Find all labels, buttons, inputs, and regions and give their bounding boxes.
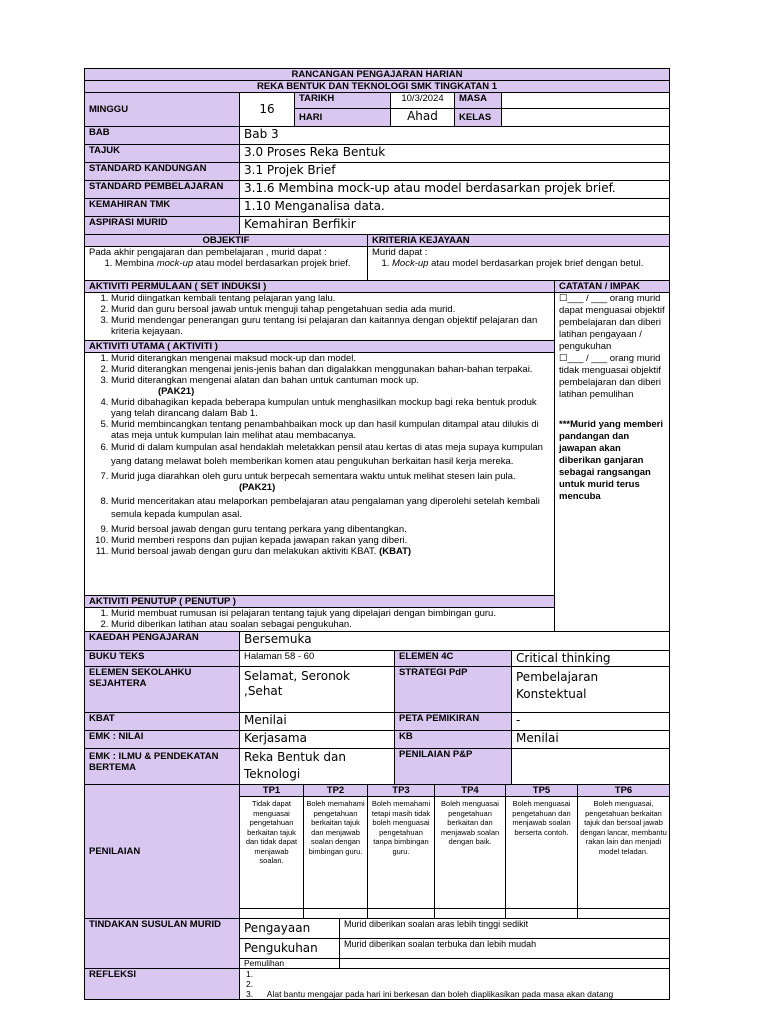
tarikh-label: TARIKH (295, 93, 391, 109)
field-label: BAB (85, 127, 240, 145)
peta-value: - (512, 713, 670, 731)
pak21-tag: (PAK21) (158, 386, 195, 397)
kriteria-label: KRITERIA KEJAYAAN (368, 235, 670, 247)
penutup-label: AKTIVITI PENUTUP ( PENUTUP ) (85, 596, 555, 608)
pengukuhan-label: Pengukuhan (240, 939, 340, 959)
kbat-value: Menilai (240, 713, 395, 731)
fields-table (84, 126, 670, 235)
tp-check (578, 909, 670, 919)
refleksi-item: 3. Alat bantu mengajar pada hari ini berkesan dan boleh diaplikasikan pada masa akan datang (246, 989, 614, 999)
tp-desc: Boleh menguasai pengetahuan dan menjawab soalan berserta contoh. (506, 797, 578, 909)
strategi-value: Pembelajaran Konstektual (512, 667, 670, 713)
field-value: 3.1.6 Membina mock-up atau model berdasarkan projek brief. (240, 181, 670, 199)
lesson-plan-document (84, 68, 670, 1000)
field-value: Kemahiran Berfikir (240, 217, 670, 235)
minggu-value: 16 (240, 93, 295, 127)
elemen4c-value: Critical thinking (512, 651, 670, 667)
list-item: 2. Murid diterangkan mengenai jenis-jenis bahan dan digalakkan menggunakan bahan-bahan terpakai. (111, 364, 550, 375)
header-table (84, 68, 670, 127)
refleksi-content (240, 969, 670, 1000)
buku-value: Halaman 58 - 60 (240, 651, 395, 667)
kbat-tag: (KBAT) (379, 546, 412, 557)
tindakan-label: TINDAKAN SUSULAN MURID (85, 919, 240, 969)
tp-check (506, 909, 578, 919)
penutup-content (85, 608, 555, 632)
emk-nilai-value: Kerjasama (240, 731, 395, 749)
tp-check (368, 909, 435, 919)
field-value: 3.0 Proses Reka Bentuk (240, 145, 670, 163)
list-item: 7. Murid juga diarahkan oleh guru untuk berpecah sementara waktu untuk melihat stesen lain pula. (PAK21) (111, 471, 550, 493)
kriteria-content (368, 247, 670, 281)
field-value: 3.1 Projek Brief (240, 163, 670, 181)
list-item: 2. Murid diberikan latihan atau soalan sebagai pengukuhan. (111, 619, 550, 630)
list-item: 1. Murid diingatkan kembali tentang pelajaran yang lalu. (111, 293, 550, 304)
list-item: 3. Murid mendengar penerangan guru tentang isi pelajaran dan kaitannya dengan objektif pelajaran dan kriteria kejayaan. (111, 315, 550, 337)
tp-desc: Boleh memahami pengetahuan berkaitan tajuk dan menjawab soalan dengan bimbingan guru. (304, 797, 368, 909)
catatan-line1: ☐___ / ___ orang murid dapat menguasai objektif pembelajaran dan diberi latihan pengayaan / pengukuhan (559, 293, 665, 352)
catatan-label: CATATAN / IMPAK (555, 281, 670, 293)
penilaian-pp-value (512, 749, 670, 785)
tp-check (304, 909, 368, 919)
doc-subtitle: REKA BENTUK DAN TEKNOLOGI SMK TINGKATAN 1 (85, 81, 670, 93)
tarikh-value: 10/3/2024 (391, 93, 455, 109)
tp-desc: Boleh memahami tetapi masih tidak boleh menguasai pengetahuan tanpa bimbingan guru. (368, 797, 435, 909)
kaedah-value: Bersemuka (240, 632, 670, 651)
buku-label: BUKU TEKS (85, 651, 240, 667)
doc-title: RANCANGAN PENGAJARAN HARIAN (85, 69, 670, 81)
lower-table (84, 631, 670, 785)
emk-ilmu-value: Reka Bentuk dan Teknologi (240, 749, 395, 785)
tp-desc: Tidak dapat menguasai pengetahuan berkaitan tajuk dan tidak dapat menjawab soalan. (240, 797, 304, 909)
kb-label: KB (395, 731, 512, 749)
kaedah-label: KAEDAH PENGAJARAN (85, 632, 240, 651)
catatan-content (555, 293, 670, 632)
field-value: Bab 3 (240, 127, 670, 145)
tp-desc: Boleh menguasai pengetahuan berkaitan dan menjawab soalan dengan baik. (435, 797, 506, 909)
tp-desc: Boleh menguasai, pengetahuan berkaitan tajuk dan bersoal jawab dengan lancar, membantu rakan lain dan menjadi model teladan. (578, 797, 670, 909)
refleksi-label: REFLEKSI (85, 969, 240, 1000)
list-item: 5. Murid membincangkan tentang penambahbaikan mock up dan hasil kumpulan ditampal atau dilukis di atas meja untuk kumpulan lain melihat atau membacanya. (111, 419, 550, 441)
emk-ilmu-label: EMK : ILMU & PENDEKATAN BERTEMA (85, 749, 240, 785)
penilaian-label: PENILAIAN (85, 785, 240, 919)
refleksi-item: 2. (246, 979, 254, 989)
masa-label: MASA (455, 93, 502, 109)
tp-header: TP4 (435, 785, 506, 797)
kelas-label: KELAS (455, 109, 502, 127)
set-induksi-label: AKTIVITI PERMULAAN ( SET INDUKSI ) (85, 281, 555, 293)
peta-label: PETA PEMIKIRAN (395, 713, 512, 731)
pengayaan-label: Pengayaan (240, 919, 340, 939)
tp-header: TP6 (578, 785, 670, 797)
list-item: 4. Murid dibahagikan kepada beberapa kumpulan untuk menghasilkan mockup bagi reka bentuk produk yang telah dirancang dalam Bab 1. (111, 397, 550, 419)
aktiviti-utama-content (85, 353, 555, 596)
penilaian-table (84, 784, 670, 919)
field-label: TAJUK (85, 145, 240, 163)
objektif-intro: Pada akhir pengajaran dan pembelajaran , murid dapat : (89, 247, 327, 258)
strategi-label: STRATEGI PdP (395, 667, 512, 713)
pengukuhan-desc: Murid diberikan soalan terbuka dan lebih mudah (340, 939, 670, 959)
list-item: 6. Murid di dalam kumpulan asal hendaklah meletakkan pensil atau kertas di atas meja supaya kumpulan yang datang melawat boleh memberikan komen atau pengukuhan berkaitan hasil kerja mereka. (111, 441, 550, 469)
sekolah-value: Selamat, Seronok ,Sehat (240, 667, 395, 713)
sekolah-label: ELEMEN SEKOLAHKU SEJAHTERA (85, 667, 240, 713)
tp-check (240, 909, 304, 919)
refleksi-item: 1. (246, 969, 254, 979)
masa-value (502, 93, 670, 109)
kbat-label: KBAT (85, 713, 240, 731)
kelas-value (502, 109, 670, 127)
pemulihan-label: Pemulihan (240, 959, 340, 969)
objektif-content (85, 247, 368, 281)
field-label: ASPIRASI MURID (85, 217, 240, 235)
pak21-tag: (PAK21) (239, 482, 276, 493)
objektif-label: OBJEKTIF (85, 235, 368, 247)
elemen4c-label: ELEMEN 4C (395, 651, 512, 667)
pengayaan-desc: Murid diberikan soalan aras lebih tinggi sedikit (340, 919, 670, 939)
field-label: KEMAHIRAN TMK (85, 199, 240, 217)
tp-header: TP3 (368, 785, 435, 797)
field-label: STANDARD KANDUNGAN (85, 163, 240, 181)
catatan-note: ***Murid yang memberi pandangan dan jawapan akan diberikan ganjaran sebagai rangsangan untuk murid terus mencuba (559, 419, 663, 502)
catatan-line2: ☐___ / ___ orang murid tidak menguasai objektif pembelajaran dan diberi latihan pemulihan (559, 353, 661, 400)
field-label: STANDARD PEMBELAJARAN (85, 181, 240, 199)
hari-label: HARI (295, 109, 391, 127)
list-item: 8. Murid menceritakan atau melaporkan pembelajaran atau pengalaman yang diperolehi setelah kembali semula kepada kumpulan asal. (111, 495, 550, 521)
tp-header: TP5 (506, 785, 578, 797)
list-item: 1. Murid diterangkan mengenai maksud mock-up dan model. (111, 353, 550, 364)
pemulihan-desc (340, 959, 670, 969)
list-item: 10. Murid memberi respons dan pujian kepada jawapan rakan yang diberi. (111, 535, 550, 546)
kriteria-intro: Murid dapat : (372, 247, 428, 258)
kriteria-item: 1. Mock-up atau model berdasarkan projek brief dengan betul. (392, 258, 665, 269)
penilaian-pp-label: PENILAIAN P&P (395, 749, 512, 785)
list-item: 11. Murid bersoal jawab dengan guru dan melakukan aktiviti KBAT. (KBAT) (111, 546, 550, 557)
emk-nilai-label: EMK : NILAI (85, 731, 240, 749)
minggu-label: MINGGU (85, 93, 240, 127)
objektif-item: 1. Membina mock-up atau model berdasarkan projek brief. (115, 258, 363, 269)
list-item: 1. Murid membuat rumusan isi pelajaran tentang tajuk yang dipelajari dengan bimbingan guru. (111, 608, 550, 619)
tp-header: TP1 (240, 785, 304, 797)
kb-value: Menilai (512, 731, 670, 749)
list-item: 3. Murid diterangkan mengenai alatan dan bahan untuk cantuman mock up. (PAK21) (111, 375, 550, 397)
set-induksi-content (85, 293, 555, 341)
tp-check (435, 909, 506, 919)
field-value: 1.10 Menganalisa data. (240, 199, 670, 217)
aktiviti-utama-label: AKTIVITI UTAMA ( AKTIVITI ) (85, 341, 555, 353)
list-item: 2. Murid dan guru bersoal jawab untuk menguji tahap pengetahuan sedia ada murid. (111, 304, 550, 315)
activities-table (84, 280, 670, 632)
tp-header: TP2 (304, 785, 368, 797)
tindakan-table (84, 918, 670, 969)
hari-value: Ahad (391, 109, 455, 127)
objektif-table (84, 234, 670, 281)
list-item: 9. Murid bersoal jawab dengan guru tentang perkara yang dibentangkan. (111, 524, 550, 535)
refleksi-table (84, 968, 670, 1000)
